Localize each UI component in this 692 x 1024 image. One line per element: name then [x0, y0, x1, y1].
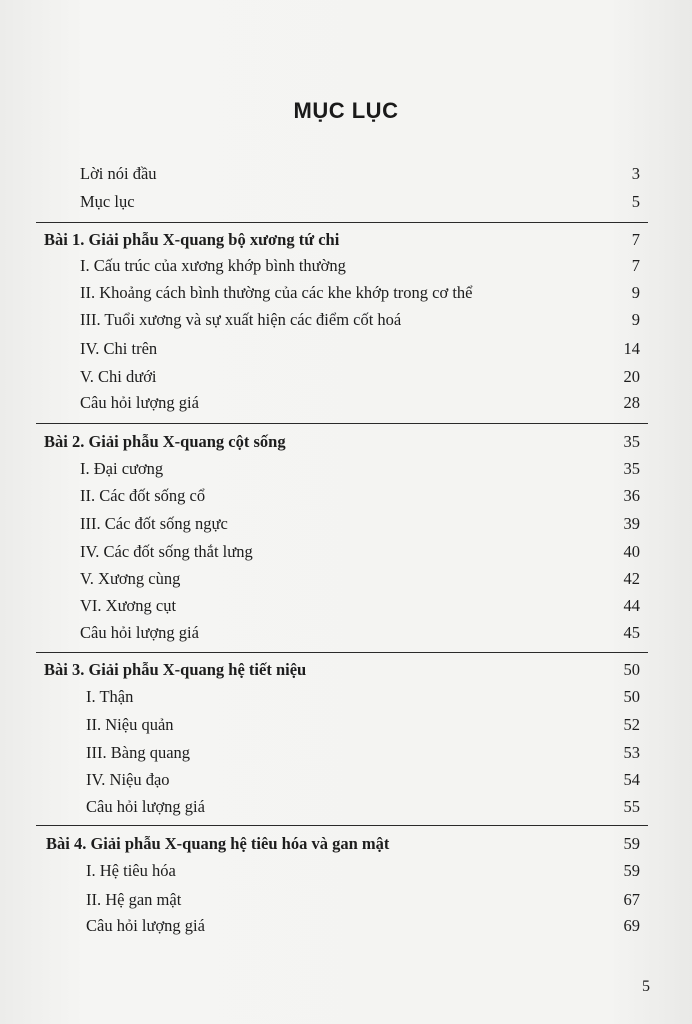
- toc-entry-page: 54: [623, 770, 640, 789]
- toc-entry: [0, 768, 692, 792]
- chapter-title: Bài 4. Giải phẫu X-quang hệ tiêu hóa và gan mật: [46, 834, 390, 853]
- toc-entry-page: 39: [623, 514, 640, 533]
- chapter-divider: [36, 423, 648, 424]
- toc-entry: [0, 484, 692, 508]
- toc-entry-page: 5: [631, 192, 640, 211]
- toc-entry-label: IV. Niệu đạo: [86, 770, 170, 789]
- chapter-title: Bài 1. Giải phẫu X-quang bộ xương tứ chi: [44, 230, 340, 249]
- toc-entry-label: Lời nói đầu: [80, 164, 157, 183]
- toc-entry-page: 28: [623, 393, 640, 412]
- toc-entry-label: Câu hỏi lượng giá: [80, 623, 199, 642]
- toc-entry-page: 53: [623, 743, 640, 762]
- toc-entry-page: 9: [631, 283, 640, 302]
- toc-entry: [0, 457, 692, 481]
- toc-entry: [0, 888, 692, 912]
- toc-entry: [0, 795, 692, 819]
- chapter-title: Bài 2. Giải phẫu X-quang cột sống: [44, 432, 286, 451]
- toc-entry-page: 52: [623, 715, 640, 734]
- toc-entry-page: 35: [623, 459, 640, 478]
- chapter-divider: [36, 825, 648, 826]
- chapter-heading: [0, 430, 692, 454]
- chapter-divider: [36, 222, 648, 223]
- chapter-page: 59: [623, 834, 640, 853]
- toc-entry-page: 7: [631, 256, 640, 275]
- page-number: 5: [642, 978, 650, 995]
- chapter-page: 35: [623, 432, 640, 451]
- chapter-title: Bài 3. Giải phẫu X-quang hệ tiết niệu: [44, 660, 307, 679]
- toc-entry: [0, 391, 692, 415]
- toc-entry-label: II. Niệu quản: [86, 715, 174, 734]
- toc-entry: [0, 190, 692, 214]
- toc-entry-page: 3: [631, 164, 640, 183]
- toc-entry-label: I. Hệ tiêu hóa: [86, 861, 176, 880]
- chapter-divider: [36, 652, 648, 653]
- toc-entry-label: IV. Các đốt sống thắt lưng: [80, 542, 253, 561]
- toc-entry-label: Mục lục: [80, 192, 135, 211]
- toc-entry-page: 50: [623, 687, 640, 706]
- chapter-page: 50: [623, 660, 640, 679]
- toc-entry-label: Câu hỏi lượng giá: [86, 797, 205, 816]
- toc-entry: [0, 685, 692, 709]
- toc-entry: [0, 540, 692, 564]
- toc-entry-page: 45: [623, 623, 640, 642]
- toc-entry: [0, 254, 692, 278]
- toc-entry-label: Câu hỏi lượng giá: [80, 393, 199, 412]
- chapter-heading: [0, 832, 692, 856]
- chapter-page: 7: [631, 230, 640, 249]
- page-title: MỤC LỤC: [293, 98, 399, 123]
- toc-entry-page: 67: [623, 890, 640, 909]
- toc-entry-label: III. Các đốt sống ngực: [80, 514, 228, 533]
- toc-entry-label: III. Tuổi xương và sự xuất hiện các điểm cốt hoá: [80, 310, 402, 329]
- toc-entry-label: Câu hỏi lượng giá: [86, 916, 205, 935]
- toc-entry-label: I. Đại cương: [80, 459, 164, 478]
- toc-entry: [0, 308, 692, 332]
- toc-entry-page: 9: [631, 310, 640, 329]
- toc-entry-label: I. Cấu trúc của xương khớp bình thường: [80, 256, 346, 275]
- toc-entry: [0, 281, 692, 305]
- toc-entry-label: III. Bàng quang: [86, 743, 191, 762]
- toc-entry: [0, 365, 692, 389]
- toc-entry-page: 69: [623, 916, 640, 935]
- toc-entry-page: 20: [623, 367, 640, 386]
- toc-entry-page: 42: [623, 569, 640, 588]
- toc-entry: [0, 713, 692, 737]
- chapter-heading: [0, 658, 692, 682]
- toc-entry-label: VI. Xương cụt: [80, 596, 177, 615]
- toc-entry-page: 14: [623, 339, 640, 358]
- toc-entry-label: V. Chi dưới: [80, 367, 157, 386]
- toc-entry-page: 55: [623, 797, 640, 816]
- toc-entry: [0, 512, 692, 536]
- toc-entry-page: 36: [623, 486, 640, 505]
- toc-entry: [0, 162, 692, 186]
- toc-entry: [0, 859, 692, 883]
- toc-entry: [0, 741, 692, 765]
- chapter-heading: [0, 228, 692, 252]
- toc-entry: [0, 594, 692, 618]
- toc-entry-label: IV. Chi trên: [80, 339, 158, 358]
- toc-entry-label: II. Các đốt sống cổ: [80, 486, 206, 505]
- toc-entry: [0, 567, 692, 591]
- toc-entry-page: 40: [623, 542, 640, 561]
- toc-entry-label: V. Xương cùng: [80, 569, 181, 588]
- toc-entry: [0, 337, 692, 361]
- toc-entry-label: I. Thận: [86, 687, 134, 706]
- toc-entry-label: II. Hệ gan mật: [86, 890, 182, 909]
- toc-entry-label: II. Khoảng cách bình thường của các khe khớp trong cơ thể: [80, 283, 473, 302]
- toc-entry-page: 59: [623, 861, 640, 880]
- toc-entry: [0, 621, 692, 645]
- toc-entry: [0, 914, 692, 938]
- toc-entry-page: 44: [623, 596, 640, 615]
